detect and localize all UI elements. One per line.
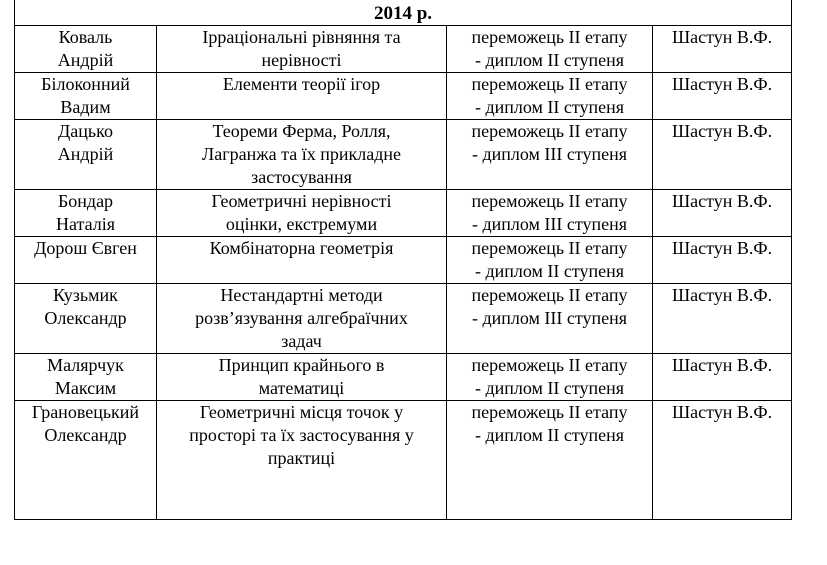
topic-line: розв’язування алгебраїчних — [195, 308, 408, 328]
table-row — [15, 120, 792, 190]
research-topic-cell — [157, 120, 447, 190]
teacher-cell: Шастун В.Ф. — [653, 73, 792, 120]
research-topic-cell — [157, 284, 447, 354]
student-name-cell — [15, 237, 157, 284]
result-cell — [447, 354, 653, 401]
topic-line: Геометричні місця точок у — [199, 402, 404, 422]
result-cell — [447, 284, 653, 354]
student-name-line: Коваль — [58, 27, 113, 47]
student-name-line: Білоконний — [41, 74, 130, 94]
result-line: переможець ІІ етапу — [471, 355, 628, 375]
student-name-line: Малярчук — [47, 355, 124, 375]
student-name-cell — [15, 26, 157, 73]
research-topic-cell — [157, 354, 447, 401]
table-row — [15, 354, 792, 401]
student-name-line: Вадим — [60, 97, 111, 117]
student-name-cell — [15, 284, 157, 354]
result-line: переможець ІІ етапу — [471, 285, 628, 305]
research-topic-cell — [157, 26, 447, 73]
teacher-cell: Шастун В.Ф. — [653, 26, 792, 73]
topic-line: Комбінаторна геометрія — [209, 238, 394, 258]
topic-line: Ірраціональні рівняння та — [202, 27, 401, 47]
research-topic-cell — [157, 401, 447, 520]
student-name-line: Максим — [54, 378, 117, 398]
teacher-cell: Шастун В.Ф. — [653, 237, 792, 284]
result-line: - диплом ІІ ступеня — [474, 97, 625, 117]
result-line: переможець ІІ етапу — [471, 27, 628, 47]
result-line: - диплом ІІІ ступеня — [471, 214, 628, 234]
student-name-cell — [15, 73, 157, 120]
olympiad-results-table — [14, 0, 792, 520]
table-row — [15, 26, 792, 73]
student-name-line: Дорош Євген — [34, 238, 137, 258]
table-row — [15, 237, 792, 284]
result-line: переможець ІІ етапу — [471, 402, 628, 422]
topic-line: Принцип крайнього в — [218, 355, 385, 375]
result-line: - диплом ІІ ступеня — [474, 50, 625, 70]
teacher-cell: Шастун В.Ф. — [653, 284, 792, 354]
result-line: переможець ІІ етапу — [471, 238, 628, 258]
topic-line: Елементи теорії ігор — [222, 74, 381, 94]
topic-line: математиці — [258, 378, 345, 398]
result-line: переможець ІІ етапу — [471, 74, 628, 94]
result-cell — [447, 26, 653, 73]
teacher-cell: Шастун В.Ф. — [653, 401, 792, 520]
result-line: - диплом ІІ ступеня — [474, 261, 625, 281]
result-line: - диплом ІІІ ступеня — [471, 308, 628, 328]
table-row — [15, 73, 792, 120]
result-cell — [447, 401, 653, 520]
student-name-line: Олександр — [44, 308, 127, 328]
student-name-line: Кузьмик — [53, 285, 118, 305]
topic-line: просторі та їх застосування у — [189, 425, 414, 445]
student-name-cell — [15, 120, 157, 190]
topic-line: Геометричні нерівності — [211, 191, 392, 211]
table-row — [15, 284, 792, 354]
research-topic-cell — [157, 190, 447, 237]
result-line: переможець ІІ етапу — [471, 191, 628, 211]
topic-line: практиці — [267, 448, 336, 468]
table-row — [15, 401, 792, 520]
topic-line: задач — [281, 331, 322, 351]
teacher-cell: Шастун В.Ф. — [653, 120, 792, 190]
result-line: переможець ІІ етапу — [471, 121, 628, 141]
topic-line: Теореми Ферма, Ролля, — [212, 121, 391, 141]
topic-line: Нестандартні методи — [220, 285, 383, 305]
teacher-cell: Шастун В.Ф. — [653, 190, 792, 237]
result-cell — [447, 237, 653, 284]
result-cell — [447, 73, 653, 120]
student-name-line: Андрій — [57, 144, 114, 164]
result-cell — [447, 120, 653, 190]
result-cell — [447, 190, 653, 237]
topic-line: оцінки, екстремуми — [225, 214, 378, 234]
student-name-line: Бондар — [57, 191, 114, 211]
student-name-line: Наталія — [55, 214, 116, 234]
table-row — [15, 190, 792, 237]
student-name-cell — [15, 401, 157, 520]
result-line: - диплом ІІІ ступеня — [471, 144, 628, 164]
result-line: - диплом ІІ ступеня — [474, 378, 625, 398]
student-name-cell — [15, 190, 157, 237]
student-name-line: Дацько — [58, 121, 113, 141]
student-name-cell — [15, 354, 157, 401]
topic-line: нерівності — [261, 50, 342, 70]
topic-line: застосування — [251, 167, 352, 187]
results-table-body — [15, 0, 792, 520]
year-header: 2014 р. — [15, 0, 792, 26]
teacher-cell: Шастун В.Ф. — [653, 354, 792, 401]
student-name-line: Грановецький — [31, 402, 140, 422]
year-header-row — [15, 0, 792, 26]
topic-line: Лагранжа та їх прикладне — [202, 144, 401, 164]
research-topic-cell — [157, 237, 447, 284]
student-name-line: Андрій — [57, 50, 114, 70]
research-topic-cell — [157, 73, 447, 120]
student-name-line: Олександр — [44, 425, 127, 445]
result-line: - диплом ІІ ступеня — [474, 425, 625, 445]
